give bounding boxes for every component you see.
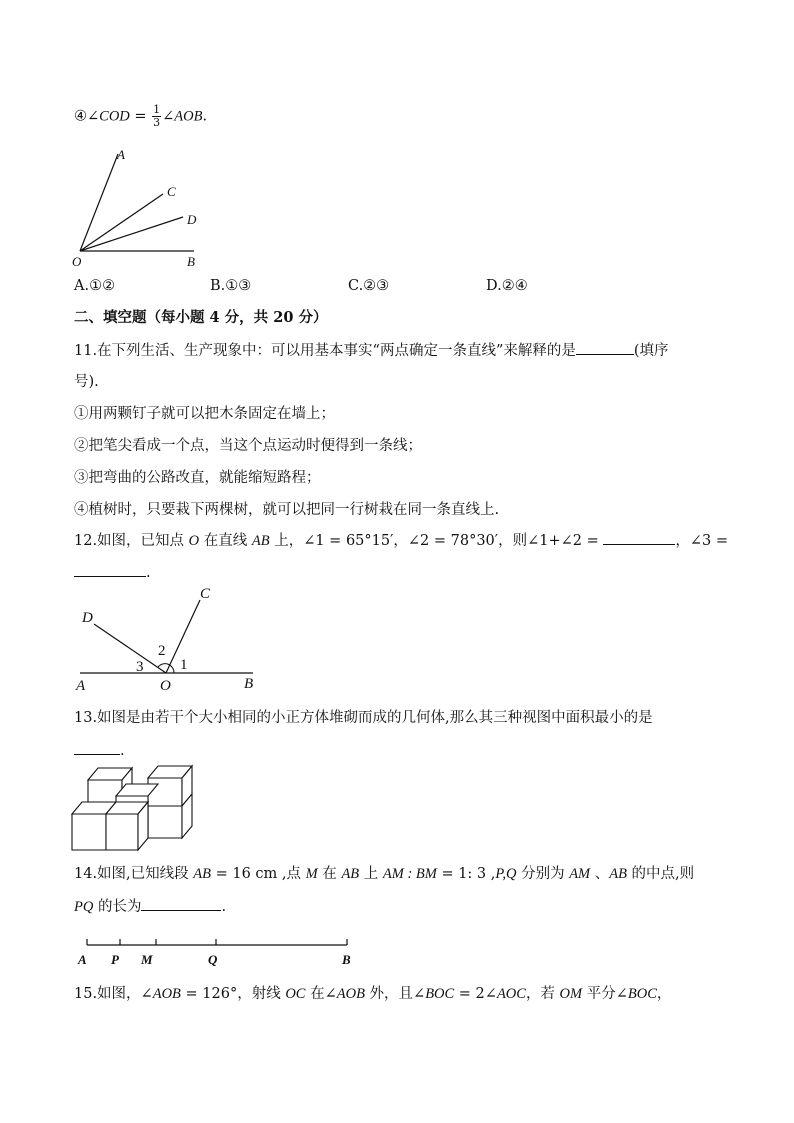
- label-o: O: [160, 678, 171, 694]
- q15-text-d: 外，且∠: [364, 986, 426, 1002]
- q11-line-2: 号).: [74, 374, 99, 390]
- q12-text-a: 12.如图，已知点: [74, 533, 189, 549]
- label-b: B: [342, 952, 351, 967]
- angle-aob: AOB: [152, 986, 181, 1002]
- label-b: B: [187, 254, 195, 269]
- q15-text-b: = 126°，射线: [180, 986, 286, 1002]
- q14-text-a: 14.如图,已知线段: [74, 866, 194, 882]
- fraction-numerator: 1: [153, 103, 161, 116]
- ratio-am-bm: AM : BM: [382, 866, 437, 882]
- q15-text-c: 在∠: [305, 986, 337, 1002]
- ray-oc: [80, 194, 163, 251]
- q13-answer-blank[interactable]: [74, 740, 120, 755]
- q14-text-c: 在: [317, 866, 342, 882]
- q12-answer-blank-1[interactable]: [603, 530, 675, 545]
- label-p: P: [111, 952, 119, 967]
- label-b: B: [244, 676, 254, 692]
- q12-text-d: ，∠3 =: [675, 533, 728, 549]
- choice-b[interactable]: B.①③: [210, 278, 252, 294]
- option4-prefix: ④∠: [74, 108, 100, 125]
- q10-choices: [74, 278, 754, 298]
- angle-aoc: AOC: [496, 986, 526, 1002]
- choice-d[interactable]: D.②④: [486, 278, 528, 294]
- q13-line-1: 13.如图是由若干个大小相同的小正方体堆砌而成的几何体,那么其三种视图中面积最小的是: [74, 710, 653, 726]
- q15-text-a: 15.如图，∠: [74, 986, 153, 1002]
- period: .: [202, 108, 208, 125]
- q15-text-h: ，: [656, 986, 672, 1002]
- cube-bottom-left-front: [72, 814, 106, 850]
- points-p-q: P,Q: [495, 866, 517, 882]
- q11-item-4: ④植树时，只要栽下两棵树，就可以把同一行树栽在同一条直线上.: [74, 502, 500, 518]
- ray-oc: OC: [285, 986, 306, 1002]
- q15-text-g: 平分∠: [582, 986, 628, 1002]
- point-o: O: [188, 533, 200, 549]
- label-d: D: [82, 610, 93, 626]
- label-2: 2: [158, 643, 166, 659]
- choice-c[interactable]: C.②③: [348, 278, 390, 294]
- q12-line-1: [74, 530, 728, 551]
- ray-od: [94, 624, 166, 673]
- q14-answer-blank[interactable]: [141, 896, 221, 911]
- cube-bottom-mid-front: [106, 814, 138, 850]
- segment-pq: PQ: [74, 899, 94, 915]
- label-d: D: [187, 212, 197, 227]
- q14-text-g: 、: [590, 866, 610, 882]
- ray-od: [80, 217, 183, 251]
- label-a: A: [76, 678, 86, 694]
- cube-mid-right-front: [148, 806, 182, 838]
- segment-ab-3: AB: [609, 866, 627, 882]
- label-c: C: [200, 586, 211, 602]
- q15-text-f: ，若: [525, 986, 560, 1002]
- q10-angle-figure: [60, 140, 220, 270]
- label-q: Q: [208, 952, 218, 967]
- q11-item-2: ②把笔尖看成一个点，当这个点运动时便得到一条线；: [74, 438, 422, 454]
- q12-answer-blank-2[interactable]: [74, 562, 146, 577]
- angle-aob: ∠AOB: [162, 108, 203, 125]
- q14-line-1: [74, 864, 694, 884]
- ray-om: OM: [559, 986, 583, 1002]
- q12-period: .: [146, 565, 151, 581]
- q11-item-1: ①用两颗钉子就可以把木条固定在墙上；: [74, 406, 335, 422]
- q13-line-2: [74, 740, 125, 761]
- label-3: 3: [136, 659, 144, 675]
- line-ab: AB: [251, 533, 270, 549]
- q11-line-1: [74, 340, 669, 361]
- cube-top-right-front: [148, 778, 182, 806]
- label-o: O: [72, 254, 82, 269]
- equals-sign: =: [129, 108, 152, 125]
- q15-text-e: = 2∠: [454, 986, 497, 1002]
- q15-line-1: [74, 984, 671, 1004]
- angle-cod: COD: [99, 108, 130, 125]
- q13-cube-figure: [70, 762, 200, 857]
- q12-angle-figure: [70, 580, 280, 692]
- q12-text-b: 在直线: [199, 533, 252, 549]
- angle-boc-2: BOC: [627, 986, 657, 1002]
- point-m: M: [305, 866, 318, 882]
- q14-line-2: [74, 896, 226, 917]
- q12-text-c: 上，∠1 = 65°15′，∠2 = 78°30′，则∠1+∠2 =: [269, 533, 604, 549]
- q11-text: 11.在下列生活、生产现象中：可以用基本事实“两点确定一条直线”来解释的是: [74, 343, 576, 359]
- label-a: A: [117, 147, 125, 162]
- fraction-one-third: [152, 104, 161, 129]
- label-c: C: [167, 184, 176, 199]
- q14-text-e: = 1: 3 ,: [436, 866, 496, 882]
- q14-text-f: 分别为: [516, 866, 570, 882]
- q11-answer-blank[interactable]: [576, 340, 634, 355]
- fraction-denominator: 3: [153, 116, 161, 129]
- q13-period: .: [120, 743, 125, 759]
- segment-ab-2: AB: [341, 866, 360, 882]
- section-2-heading: 二、填空题（每小题 4 分，共 20 分）: [74, 309, 328, 326]
- label-a: A: [78, 952, 87, 967]
- q14-period: .: [221, 899, 227, 915]
- q10-option-4: [74, 104, 207, 129]
- label-1: 1: [180, 657, 188, 673]
- angle-aob-2: AOB: [336, 986, 365, 1002]
- ray-oa: [80, 154, 118, 251]
- q14-segment-figure: [70, 930, 370, 972]
- segment-ab: AB: [193, 866, 211, 882]
- q11-item-3: ③把弯曲的公路改直，就能缩短路程；: [74, 470, 321, 486]
- q11-text-end: (填序: [633, 343, 669, 359]
- angle-boc: BOC: [425, 986, 455, 1002]
- q14-text-line2: 的长为: [93, 899, 142, 915]
- q14-text-h: 的中点,则: [626, 866, 695, 882]
- choice-a[interactable]: A.①②: [74, 278, 116, 294]
- q14-text-b: = 16 cm ,点: [211, 866, 306, 882]
- q14-text-d: 上: [359, 866, 383, 882]
- segment-am: AM: [569, 866, 591, 882]
- label-m: M: [141, 952, 153, 967]
